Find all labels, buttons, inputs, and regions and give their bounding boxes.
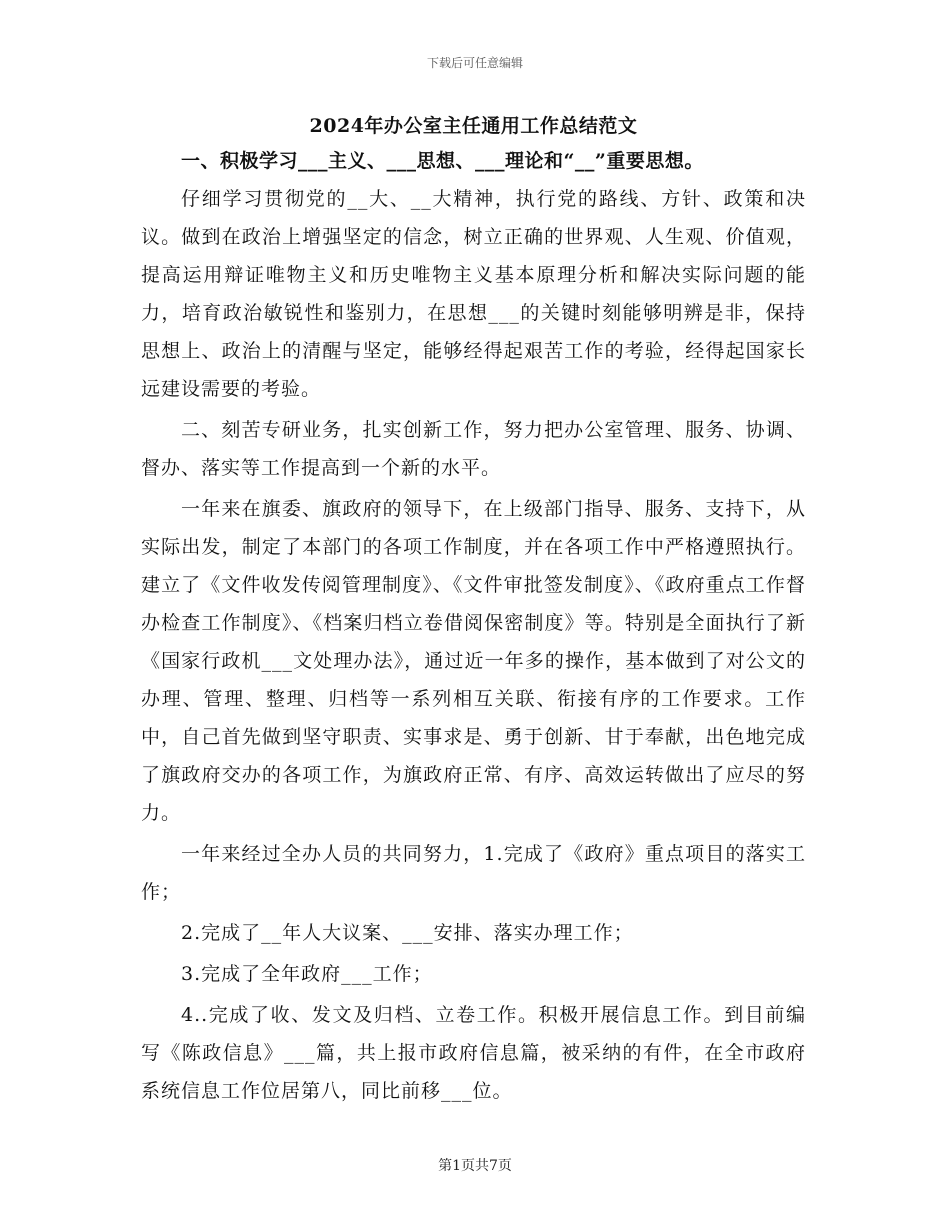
header-note: 下载后可任意编辑 <box>426 56 523 70</box>
document-body <box>141 110 806 1113</box>
section-heading-1: 一、积极学习___主义、___思想、___理论和“__”重要思想。 <box>181 150 704 172</box>
paragraph: 4..完成了收、发文及归档、立卷工作。积极开展信息工作。到目前编写《陈政信息》___篇，共上报市政府信息篇，被采纳的有件，在全市政府系统信息工作位居第八，同比前移___位。 <box>141 1004 806 1102</box>
paragraph: 二、刻苦专研业务，扎实创新工作，努力把办公室管理、服务、协调、督办、落实等工作提高到一个新的水平。 <box>141 419 806 479</box>
paragraph: 仔细学习贯彻党的__大、__大精神，执行党的路线、方针、政策和决议。做到在政治上增强坚定的信念，树立正确的世界观、人生观、价值观，提高运用辩证唯物主义和历史唯物主义基本原理分析和解决实际问题的能力，培育政治敏锐性和鉴别力，在思想___的关键时刻能够明辨是非，保持思想上、政治上的清醒与坚定，能够经得起艰苦工作的考验，经得起国家长远建设需要的考验。 <box>141 188 806 400</box>
paragraph: 3.完成了全年政府___工作； <box>181 963 433 985</box>
document-title: 2024年办公室主任通用工作总结范文 <box>309 115 638 137</box>
paragraph: 2.完成了__年人大议案、___安排、落实办理工作； <box>181 922 634 944</box>
page-footer: 第1页共7页 <box>438 1158 512 1174</box>
paragraph: 一年来在旗委、旗政府的领导下，在上级部门指导、服务、支持下，从实际出发，制定了本部门的各项工作制度，并在各项工作中严格遵照执行。建立了《文件收发传阅管理制度》、《文件审批签发制度》、《政府重点工作督办检查工作制度》、《档案归档立卷借阅保密制度》等。特别是全面执行了新《国家行政机___文处理办法》，通过近一年多的操作，基本做到了对公文的办理、管理、整理、归档等一系列相互关联、衔接有序的工作要求。工作中，自己首先做到坚守职责、实事求是、勇于创新、甘于奉献，出色地完成了旗政府交办的各项工作，为旗政府正常、有序、高效运转做出了应尽的努力。 <box>141 498 806 824</box>
paragraph: 一年来经过全办人员的共同努力，1.完成了《政府》重点项目的落实工作； <box>141 843 806 903</box>
